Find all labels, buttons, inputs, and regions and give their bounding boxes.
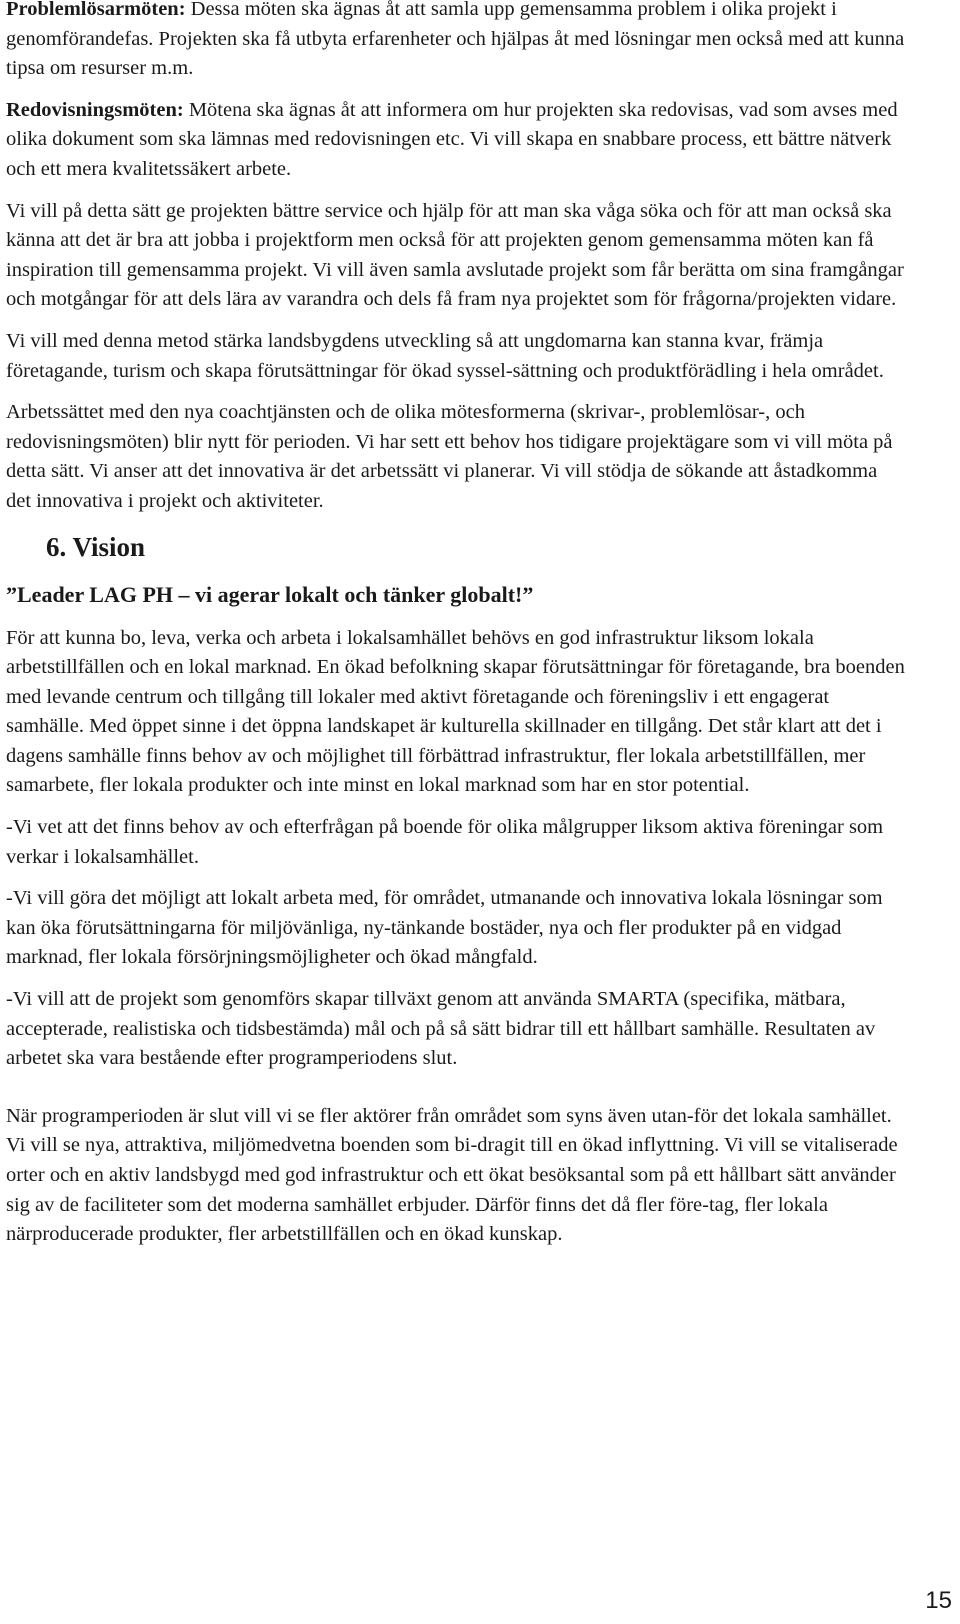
section-number: 6. <box>46 531 67 562</box>
section-heading-vision <box>46 525 906 569</box>
term-problem-meetings: Problemlösarmöten: <box>6 0 186 20</box>
page-number: 15 <box>925 1587 952 1614</box>
section-title: Vision <box>72 531 146 562</box>
text-report-meetings: Mötena ska ägnas åt att informera om hur projekten ska redovisas, vad som avses med olika dokument som ska lämnas med redovisningen etc. Vi vill skapa en snabbare process, ett bättre nätverk och ett mera kvalitetssäkert arbete. <box>6 98 898 180</box>
paragraph-vision-smarta: -Vi vill att de projekt som genomförs skapar tillväxt genom att använda SMARTA (specifika, mätbara, accepterade, realistiska och tidsbestämda) mål och på så sätt bidrar till ett hållbart samhälle. Resultaten av arbetet ska vara bestående efter programperiodens slut. <box>6 988 876 1070</box>
term-report-meetings: Redovisningsmöten: <box>6 98 184 121</box>
paragraph-vision-innovative-solutions: -Vi vill göra det möjligt att lokalt arbeta med, för området, utmanande och innovativa lokala lösningar som kan öka förutsättningarna för miljövänliga, ny-tänkande bostäder, nya och fler produkter på en vidgad marknad, fler lokala försörjningsmöjligheter och ökad mångfald. <box>6 887 883 969</box>
paragraph-vision-housing-need: -Vi vet att det finns behov av och efterfrågan på boende för olika målgrupper liksom aktiva föreningar som verkar i lokalsamhället. <box>6 816 884 868</box>
paragraph-report-meetings <box>6 96 906 185</box>
paragraph-rural-development: Vi vill med denna metod stärka landsbygdens utveckling så att ungdomarna kan stanna kvar, främja företagande, turism och skapa förutsättningar för ökad syssel-sättning och produktförädling i hela området. <box>6 329 884 382</box>
paragraph-service: Vi vill på detta sätt ge projekten bättre service och hjälp för att man ska våga söka och för att man också ska känna att det är bra att jobba i projektform men också för att projekten genom gemensamma möten kan få inspiration till gemensamma projekt. Vi vill även samla avslutade projekt som får berätta om sina framgångar och motgångar för att dels lära av varandra och dels få fram nya projektet som för frågorna/projekten vidare. <box>6 199 904 311</box>
paragraph-vision-infrastructure: För att kunna bo, leva, verka och arbeta i lokalsamhället behövs en god infrastruktur liksom lokala arbetstillfällen och en lokal marknad. En ökad befolkning skapar förutsättningar för företagande, bra boenden med levande centrum och tillgång till lokaler med aktivt företagande och föreningsliv i ett engagerat samhälle. Med öppet sinne i det öppna landskapet är kulturella skillnader en tillgång. Det står klart att det i dagens samhälle finns behov av och möjlighet till förbättrad infrastruktur, fler lokala arbetstillfällen, mer samarbete, fler lokala produkter och inte minst en lokal marknad som har en stor potential. <box>6 626 905 797</box>
paragraph-working-method: Arbetssättet med den nya coachtjänsten och de olika mötesformerna (skrivar-, problemlösar-, och redovisningsmöten) blir nytt för perioden. Vi har sett ett behov hos tidigare projektägare som vi vill möta på detta sätt. Vi anser att det innovativa är det arbetssätt vi planerar. Vi vill stödja de sökande att åstadkomma det innovativa i projekt och aktiviteter. <box>6 401 893 512</box>
paragraph-closing: När programperioden är slut vill vi se fler aktörer från området som syns även utan-för det lokala samhället. Vi vill se nya, attraktiva, miljömedvetna boenden som bi-dragit till en ökad inflyttning. Vi vill se vitaliserade orter och en aktiv landsbygd med god infrastruktur och ett ökat besöksantal som på ett hållbart sätt använder sig av de faciliteter som det moderna samhället erbjuder. Därför finns det då fler före-tag, fler lokala närproducerade produkter, fler arbetstillfällen och en ökad kunskap. <box>6 1104 898 1246</box>
paragraph-problem-meetings <box>6 0 906 84</box>
text-problem-meetings: Dessa möten ska ägnas åt att samla upp gemensamma problem i olika projekt i genomförandefas. Projekten ska få utbyta erfarenheter och hjälpas åt med lösningar men också med att kunna tipsa om resurser m.m. <box>6 0 905 80</box>
document-page <box>6 0 906 1250</box>
vision-motto: ”Leader LAG PH – vi agerar lokalt och tänker globalt!” <box>6 581 534 607</box>
